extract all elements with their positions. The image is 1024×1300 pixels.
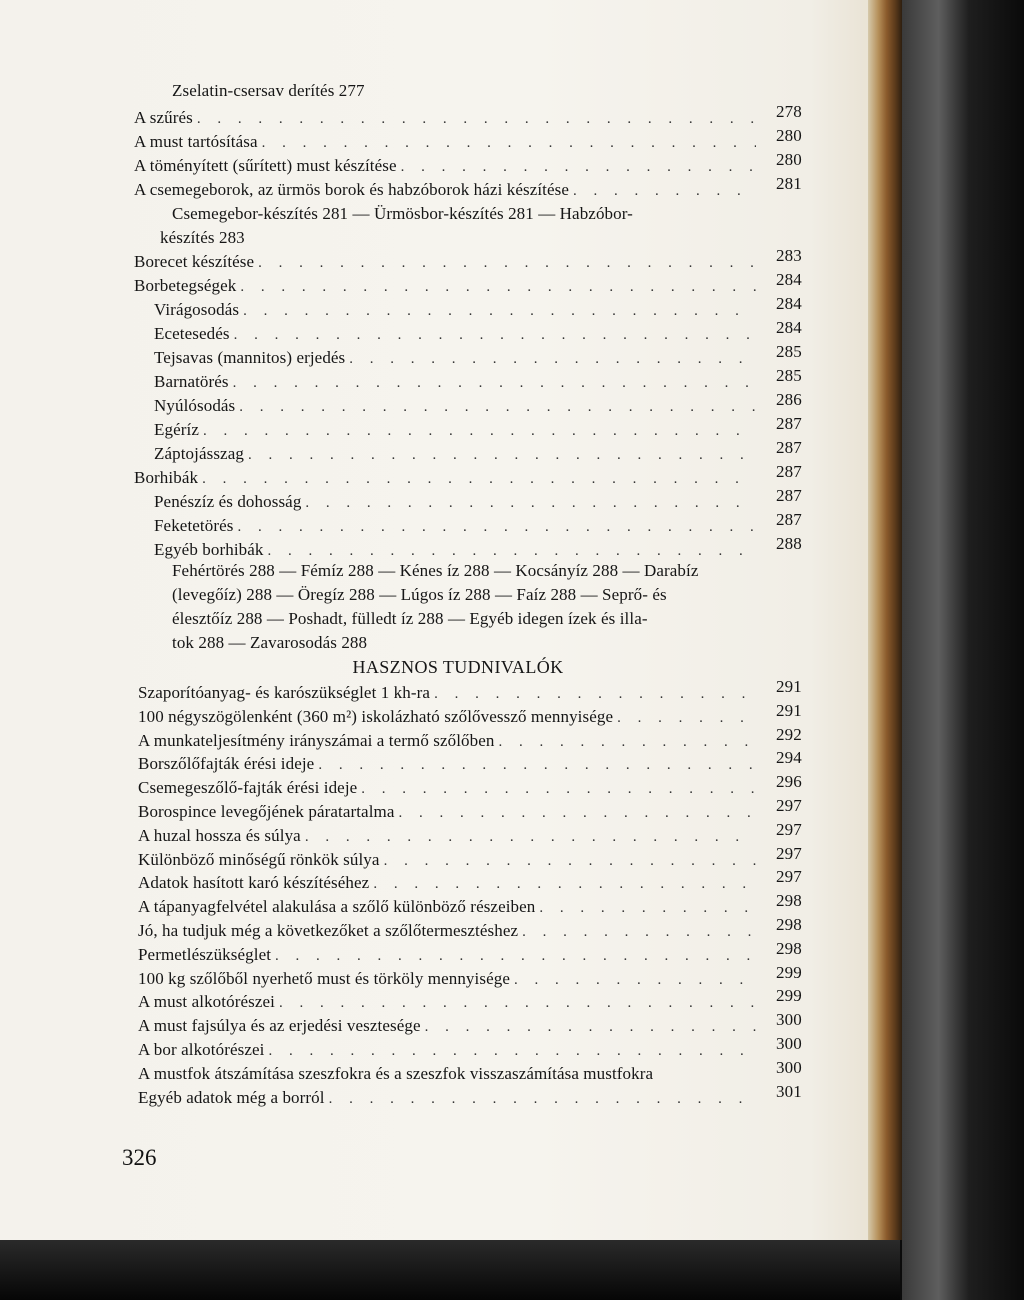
dot-leader bbox=[399, 802, 757, 824]
toc-page-number: 286 bbox=[776, 390, 802, 409]
dot-leader bbox=[279, 992, 756, 1014]
toc-entry-label: Jó, ha tudjuk még a következőket a szőlőtermesztéshez bbox=[138, 921, 519, 940]
dot-leader bbox=[275, 945, 756, 967]
toc-entry bbox=[134, 155, 756, 177]
toc-page-number: 280 bbox=[776, 150, 802, 169]
toc-entry-label: A mustfok átszámítása szeszfokra és a szeszfok visszaszámítása mustfokra bbox=[138, 1063, 654, 1083]
toc-page-number: 284 bbox=[776, 270, 802, 289]
toc-page-number: 297 bbox=[776, 867, 802, 887]
toc-entry bbox=[134, 131, 756, 153]
toc-entry bbox=[154, 347, 756, 369]
toc-entry bbox=[138, 753, 756, 775]
toc-page-number: 280 bbox=[776, 126, 802, 145]
toc-page-number: 296 bbox=[776, 772, 802, 792]
toc-entry bbox=[134, 467, 756, 489]
dot-leader bbox=[240, 276, 756, 298]
toc-page-number: 297 bbox=[776, 819, 802, 839]
dot-leader bbox=[434, 683, 756, 705]
toc-entry bbox=[138, 801, 756, 823]
toc-entry-label: A must alkotórészei bbox=[138, 992, 275, 1012]
dot-leader bbox=[401, 156, 756, 178]
toc-page-number: 292 bbox=[776, 724, 802, 744]
toc-entry bbox=[154, 443, 756, 465]
dot-leader bbox=[262, 132, 756, 154]
dot-leader bbox=[318, 754, 756, 776]
toc-page-number: 294 bbox=[776, 748, 802, 768]
toc-entry-label: Feketetörés bbox=[154, 516, 234, 535]
book-spine-edge bbox=[868, 0, 902, 1240]
toc-page-number: 284 bbox=[776, 318, 802, 337]
toc-entry bbox=[154, 395, 756, 417]
toc-page-number: 297 bbox=[776, 796, 802, 815]
dot-leader bbox=[268, 540, 756, 562]
toc-subentry-line: készítés 283 bbox=[160, 228, 245, 247]
toc-page-number: 300 bbox=[776, 1034, 802, 1053]
toc-entry-label: Szaporítóanyag- és karószükséglet 1 kh-ra bbox=[138, 683, 431, 702]
dot-leader bbox=[361, 778, 756, 800]
page-bottom-shadow bbox=[0, 1240, 900, 1300]
toc-page-number: 300 bbox=[776, 1057, 802, 1077]
toc-subentry-line: Csemegebor-készítés 281 — Ürmösbor-készítés 281 — Habzóbor- bbox=[172, 204, 633, 223]
toc-entry-label: A csemegeborok, az ürmös borok és habzóborok házi készítése bbox=[134, 180, 570, 199]
toc-entry-label: Borbetegségek bbox=[134, 276, 237, 295]
toc-page-number: 299 bbox=[776, 986, 802, 1006]
toc-entry bbox=[138, 991, 756, 1013]
toc-page-number: 298 bbox=[776, 891, 802, 911]
toc-page-number: 298 bbox=[776, 915, 802, 934]
dot-leader bbox=[237, 516, 756, 538]
toc-subentry-line: (levegőíz) 288 — Öregíz 288 — Lúgos íz 288 — Faíz 288 — Seprő- és bbox=[172, 585, 667, 604]
toc-entry-label: Tejsavas (mannitos) erjedés bbox=[154, 348, 346, 367]
toc-entry-label: A must fajsúlya és az erjedési vesztesége bbox=[138, 1016, 421, 1036]
toc-page-number: 288 bbox=[776, 534, 802, 553]
dot-leader bbox=[539, 897, 756, 919]
dot-leader bbox=[384, 850, 756, 872]
toc-page-number: 283 bbox=[776, 246, 802, 265]
toc-entry bbox=[138, 1087, 756, 1109]
toc-entry bbox=[138, 920, 756, 942]
section-title: HASZNOS TUDNIVALÓK bbox=[352, 657, 564, 677]
toc-entry bbox=[138, 1039, 756, 1061]
toc-entry bbox=[138, 777, 756, 799]
toc-entry-label: Ecetesedés bbox=[154, 324, 230, 343]
toc-entry-label: A bor alkotórészei bbox=[138, 1040, 265, 1059]
toc-entry-label: A tápanyagfelvétel alakulása a szőlő különböző részeiben bbox=[138, 897, 536, 917]
toc-page-number: 281 bbox=[776, 174, 802, 193]
toc-entry-label: Csemegeszőlő-fajták érési ideje bbox=[138, 778, 358, 798]
toc-entry bbox=[138, 968, 756, 990]
dot-leader bbox=[514, 969, 756, 991]
toc-subentry-line: Fehértörés 288 — Fémíz 288 — Kénes íz 288 — Kocsányíz 288 — Darabíz bbox=[172, 561, 699, 580]
toc-entry-label: Különböző minőségű rönkök súlya bbox=[138, 849, 380, 869]
toc-entry-label: Barnatörés bbox=[154, 372, 229, 391]
toc-page-number: 285 bbox=[776, 366, 802, 385]
dot-leader bbox=[239, 396, 756, 418]
toc-entry bbox=[138, 730, 756, 752]
toc-entry bbox=[154, 299, 756, 321]
toc-entry-label: A töményített (sűrített) must készítése bbox=[134, 156, 397, 175]
toc-page-number: 297 bbox=[776, 843, 802, 863]
page-number: 326 bbox=[122, 1145, 157, 1170]
toc-subentry-line: élesztőíz 288 — Poshadt, fülledt íz 288 — Egyéb idegen ízek és illa- bbox=[172, 609, 648, 628]
dot-leader bbox=[499, 731, 756, 753]
toc-entry-label: Borospince levegőjének páratartalma bbox=[138, 802, 395, 821]
dot-leader bbox=[305, 492, 756, 514]
toc-entry bbox=[138, 682, 756, 704]
toc-entry-label: Virágosodás bbox=[154, 300, 240, 319]
dot-leader bbox=[248, 444, 756, 466]
toc-entry bbox=[138, 1015, 756, 1037]
dot-leader bbox=[329, 1088, 756, 1110]
toc-entry bbox=[134, 251, 756, 273]
toc-page-number: 291 bbox=[776, 700, 802, 720]
dot-leader bbox=[305, 826, 756, 848]
toc-entry-label: Adatok hasított karó készítéséhez bbox=[138, 873, 370, 893]
toc-entry bbox=[154, 539, 756, 561]
toc-entry-label: 100 kg szőlőből nyerhető must és törköly mennyisége bbox=[138, 968, 510, 988]
toc-page-number: 301 bbox=[776, 1081, 802, 1101]
dot-leader bbox=[233, 372, 756, 394]
toc-page-number: 285 bbox=[776, 342, 802, 361]
toc-page-number: 287 bbox=[776, 438, 802, 457]
toc-entry bbox=[138, 872, 756, 894]
toc-entry-label: Penészíz és dohosság bbox=[154, 492, 302, 511]
dot-leader bbox=[425, 1016, 756, 1038]
dot-leader bbox=[573, 180, 756, 202]
dot-leader bbox=[617, 707, 756, 729]
toc-page-number: 287 bbox=[776, 486, 802, 505]
toc-entry bbox=[154, 419, 756, 441]
toc-entry-label: A szűrés bbox=[134, 108, 193, 127]
dot-leader bbox=[234, 324, 756, 346]
toc-entry-label: Egyéb borhibák bbox=[154, 540, 264, 559]
toc-page-number: 287 bbox=[776, 462, 802, 481]
toc-entry bbox=[138, 706, 756, 728]
toc-page-number: 284 bbox=[776, 294, 802, 313]
toc-entry bbox=[154, 491, 756, 513]
toc-entry-label: Borszőlőfajták érési ideje bbox=[138, 754, 315, 774]
toc-page-number: 278 bbox=[776, 102, 802, 121]
toc-entry bbox=[138, 944, 756, 966]
dot-leader bbox=[373, 873, 756, 895]
toc-entry-label: A must tartósítása bbox=[134, 132, 258, 151]
toc-continued-entry: Zselatin-csersav derítés 277 bbox=[172, 81, 365, 100]
toc-entry-label: Egyéb adatok még a borról bbox=[138, 1087, 325, 1107]
toc-entry bbox=[138, 825, 756, 847]
toc-entry bbox=[154, 371, 756, 393]
dot-leader bbox=[349, 348, 756, 370]
toc-page-number: 287 bbox=[776, 414, 802, 433]
dot-leader bbox=[268, 1040, 756, 1062]
toc-entry-label: Záptojásszag bbox=[154, 444, 244, 463]
toc-entry bbox=[134, 179, 756, 201]
toc-entry bbox=[138, 849, 756, 871]
toc-entry-label: Permetlészükséglet bbox=[138, 944, 272, 964]
dot-leader bbox=[197, 108, 756, 130]
toc-entry-label: A munkateljesítmény irányszámai a termő szőlőben bbox=[138, 730, 495, 750]
dot-leader bbox=[522, 921, 756, 943]
toc-entry-label: Egéríz bbox=[154, 420, 199, 439]
toc-entry-label: 100 négyszögölenként (360 m²) iskolázható szőlővessző mennyisége bbox=[138, 706, 614, 726]
toc-page-number: 287 bbox=[776, 510, 802, 529]
toc-page-number: 299 bbox=[776, 962, 802, 982]
dot-leader bbox=[243, 300, 756, 322]
toc-entry bbox=[138, 896, 756, 918]
toc-entry bbox=[134, 275, 756, 297]
toc-entry-label: Nyúlósodás bbox=[154, 396, 236, 415]
toc-entry-label: Borecet készítése bbox=[134, 252, 255, 271]
toc-entry bbox=[138, 1063, 756, 1085]
toc-page-number: 298 bbox=[776, 938, 802, 958]
dot-leader bbox=[202, 468, 756, 490]
toc-subentry-line: tok 288 — Zavarosodás 288 bbox=[172, 633, 368, 652]
dot-leader bbox=[203, 420, 756, 442]
toc-entry bbox=[154, 323, 756, 345]
toc-page-number: 300 bbox=[776, 1010, 802, 1030]
toc-page-number: 291 bbox=[776, 677, 802, 696]
book-cover-shadow bbox=[902, 0, 1024, 1300]
toc-entry-label: Borhibák bbox=[134, 468, 199, 487]
toc-entry-label: A huzal hossza és súlya bbox=[138, 825, 301, 845]
toc-entry bbox=[154, 515, 756, 537]
dot-leader bbox=[258, 252, 756, 274]
toc-entry bbox=[134, 107, 756, 129]
